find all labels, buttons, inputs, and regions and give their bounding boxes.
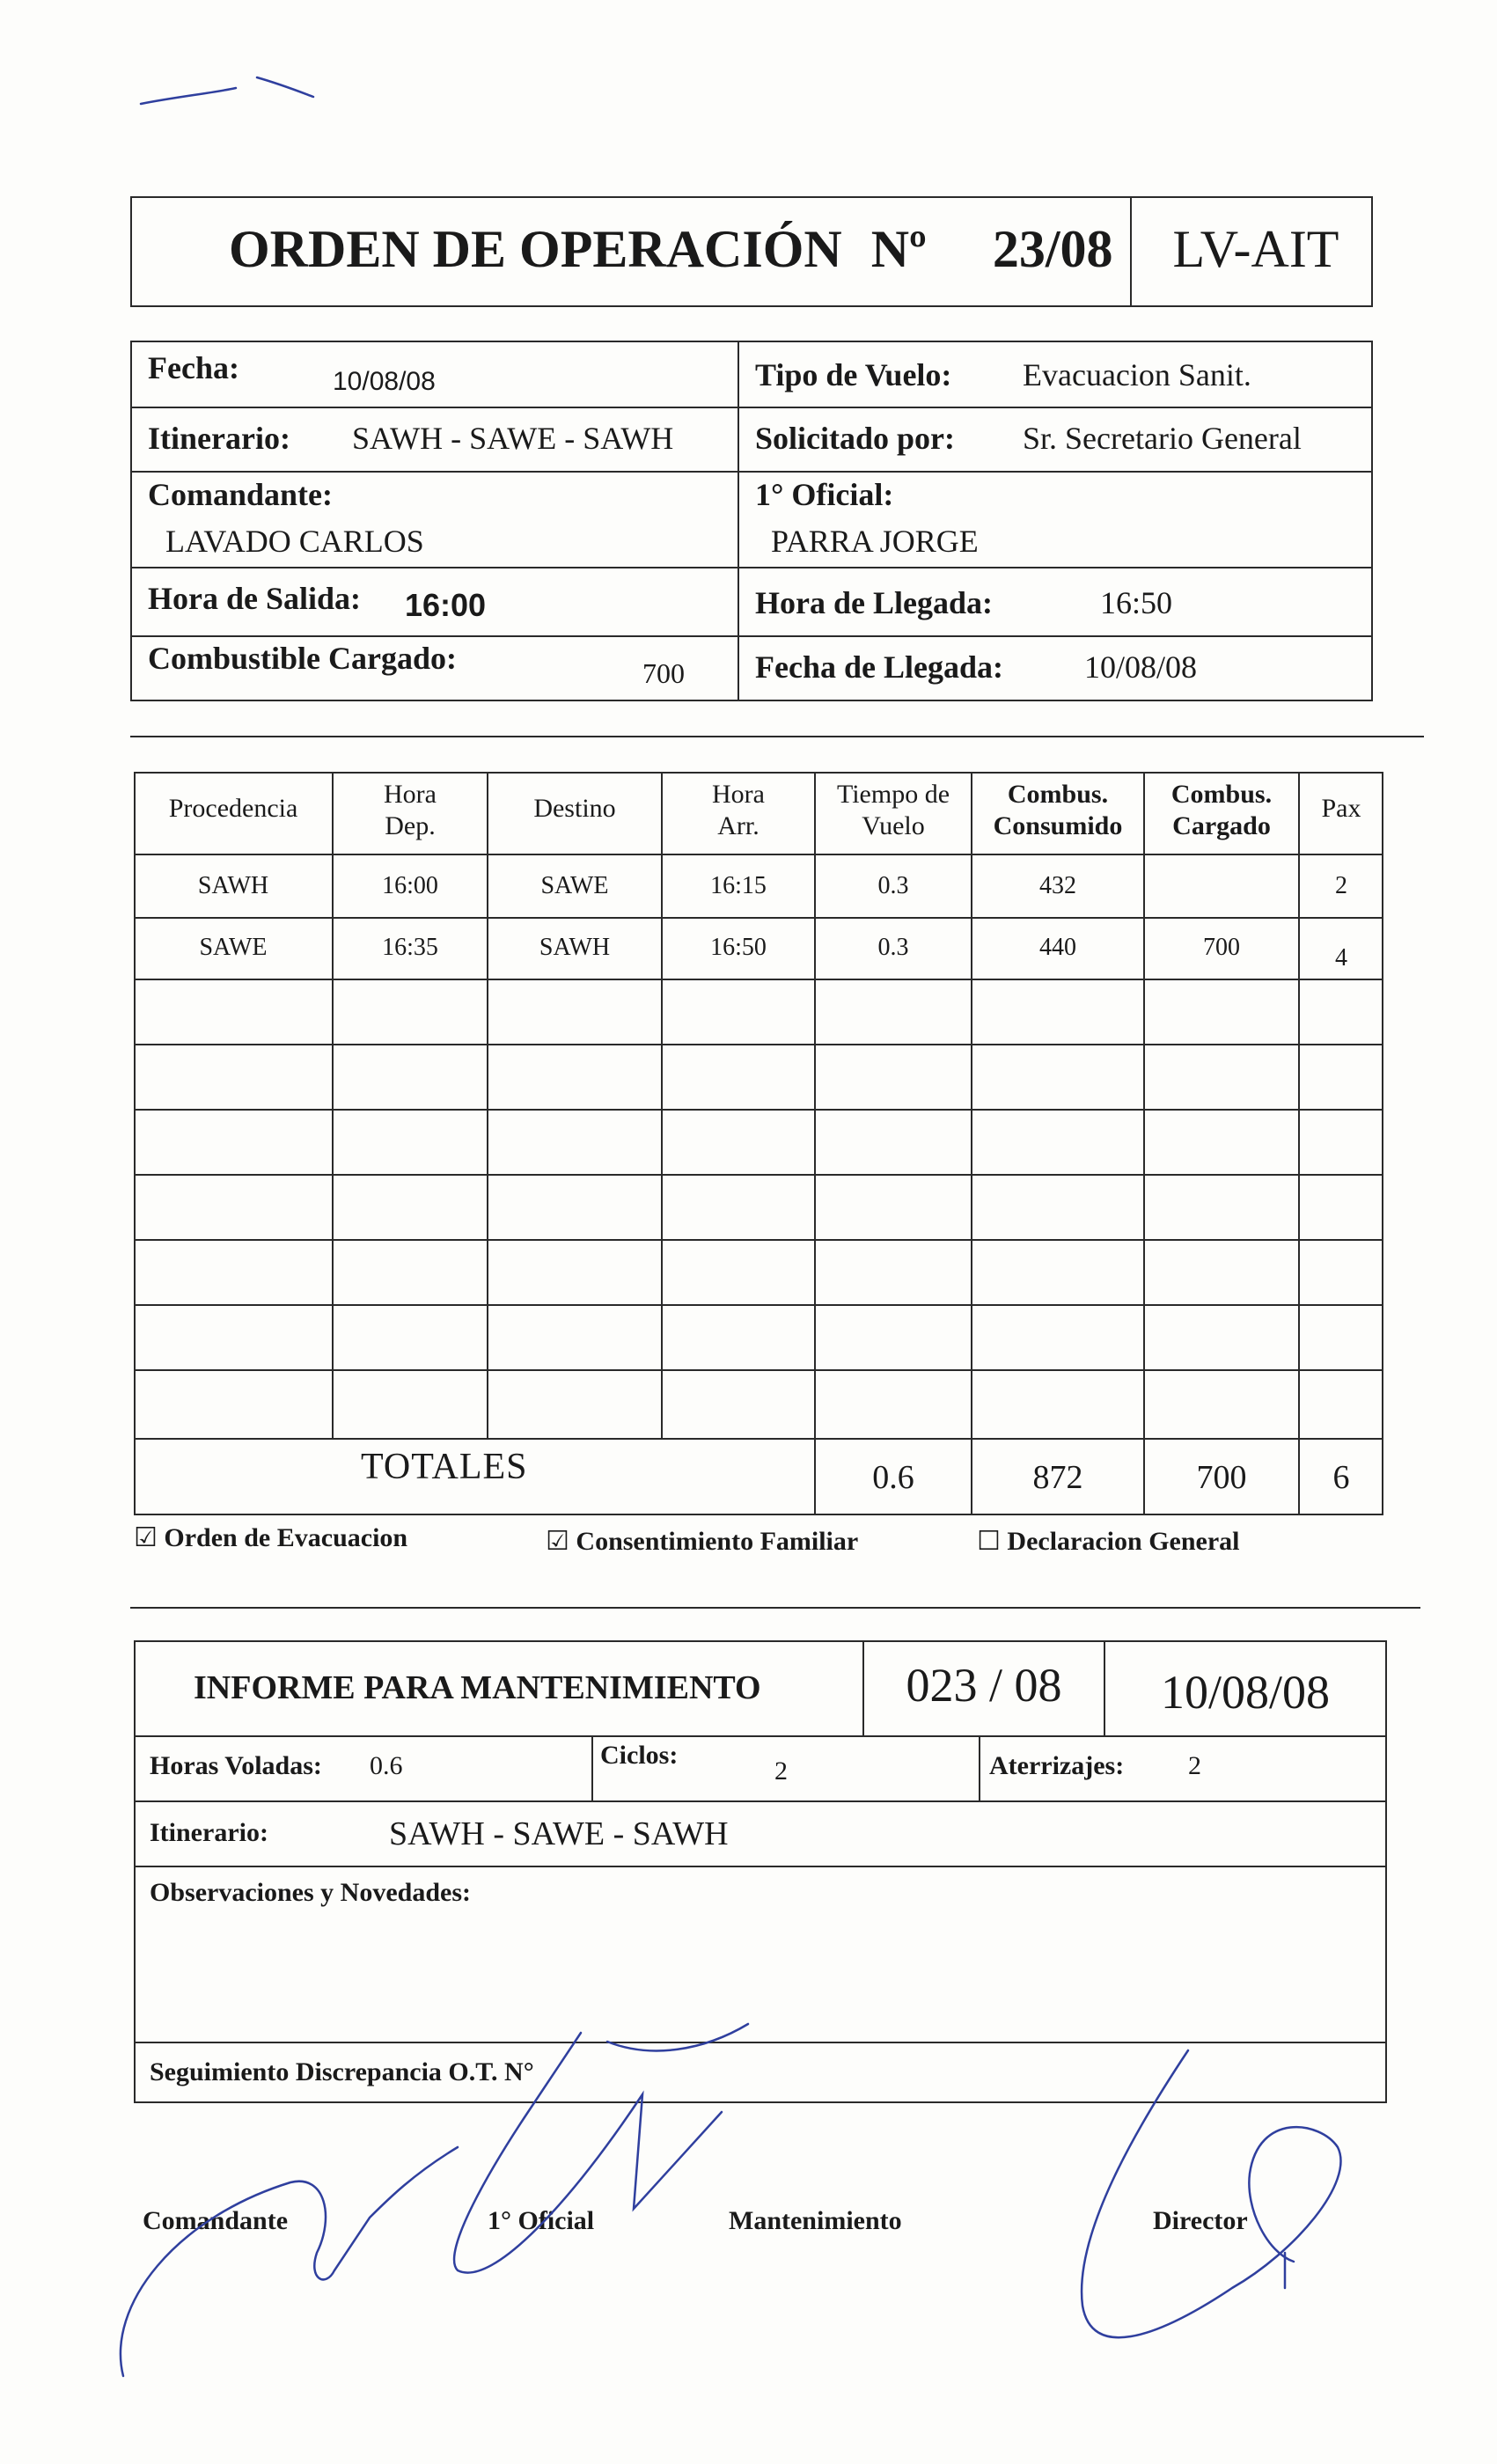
table-cell: 16:50 bbox=[710, 934, 767, 961]
horas-voladas-value: 0.6 bbox=[370, 1751, 403, 1780]
fecha-llegada-label: Fecha de Llegada: bbox=[755, 649, 1003, 685]
solicitado-label: Solicitado por: bbox=[755, 421, 956, 456]
observaciones-field[interactable] bbox=[136, 1915, 1385, 2038]
flight-info-box bbox=[130, 341, 1373, 701]
info-row-divider bbox=[132, 635, 1371, 637]
table-cell: SAWE bbox=[199, 934, 268, 961]
itinerario-label: Itinerario: bbox=[148, 421, 290, 456]
maintenance-date: 10/08/08 bbox=[1160, 1666, 1330, 1719]
horas-voladas-label: Horas Voladas: bbox=[150, 1751, 322, 1780]
info-row-divider bbox=[132, 567, 1371, 568]
header-destino bbox=[488, 793, 662, 825]
header-text: Combus. bbox=[1170, 780, 1273, 809]
cell-divider bbox=[591, 1735, 593, 1800]
header-hora-arr bbox=[662, 779, 815, 842]
table-cell: 16:35 bbox=[382, 934, 438, 961]
table-cell: 432 bbox=[1039, 872, 1076, 899]
ciclos-label: Ciclos: bbox=[600, 1741, 679, 1770]
table-cell: 0.3 bbox=[877, 934, 909, 961]
fecha-value: 10/08/08 bbox=[333, 367, 436, 396]
header-text: Procedencia bbox=[168, 794, 298, 823]
header-text: Combus. bbox=[1007, 780, 1109, 809]
order-header bbox=[130, 196, 1373, 307]
cell-divider bbox=[979, 1735, 980, 1800]
checkbox-checked-icon: ☑ bbox=[546, 1526, 569, 1557]
header-text: Destino bbox=[533, 794, 616, 823]
signature-label-mantenimiento: Mantenimiento bbox=[729, 2206, 902, 2235]
header-combus-consumido bbox=[972, 779, 1144, 842]
checkbox-checked-icon: ☑ bbox=[134, 1522, 158, 1553]
table-cell: SAWH bbox=[197, 872, 269, 899]
tipo-vuelo-value: Evacuacion Sanit. bbox=[1023, 357, 1251, 392]
header-text: Consumido bbox=[993, 811, 1123, 840]
ciclos-value: 2 bbox=[774, 1756, 788, 1786]
checkbox-label: Orden de Evacuacion bbox=[164, 1523, 408, 1552]
header-hora-dep bbox=[333, 779, 488, 842]
comandante-value: LAVADO CARLOS bbox=[165, 524, 424, 559]
hora-salida-label: Hora de Salida: bbox=[148, 581, 362, 616]
oficial-label: 1° Oficial: bbox=[755, 477, 894, 512]
header-divider bbox=[1130, 198, 1132, 305]
hora-salida-value: 16:00 bbox=[405, 587, 487, 623]
observaciones-label: Observaciones y Novedades: bbox=[150, 1878, 471, 1907]
maintenance-title: INFORME PARA MANTENIMIENTO bbox=[194, 1669, 761, 1706]
header-text: Vuelo bbox=[862, 811, 925, 840]
checkbox-consentimiento-familiar[interactable] bbox=[546, 1526, 858, 1557]
header-text: Dep. bbox=[385, 811, 436, 840]
row-divider bbox=[136, 1800, 1385, 1802]
pen-mark-top bbox=[141, 88, 236, 104]
section-separator bbox=[130, 736, 1424, 737]
total-pax: 6 bbox=[1332, 1459, 1350, 1496]
info-row-divider bbox=[132, 471, 1371, 473]
hora-llegada-value: 16:50 bbox=[1100, 585, 1173, 620]
header-text: Cargado bbox=[1172, 811, 1271, 840]
checkbox-declaracion-general[interactable] bbox=[977, 1526, 1240, 1557]
header-text: Arr. bbox=[717, 811, 760, 840]
header-text: Pax bbox=[1321, 794, 1361, 823]
order-number: 23/08 bbox=[992, 220, 1113, 278]
comandante-signature bbox=[121, 2147, 458, 2376]
solicitado-value: Sr. Secretario General bbox=[1023, 421, 1302, 456]
aterrizajes-value: 2 bbox=[1188, 1751, 1201, 1780]
header-text: Hora bbox=[712, 780, 765, 809]
table-cell: 4 bbox=[1335, 944, 1347, 972]
total-cargado: 700 bbox=[1196, 1459, 1247, 1496]
totals-label: TOTALES bbox=[361, 1447, 528, 1487]
header-text: Hora bbox=[384, 780, 437, 809]
row-divider bbox=[136, 2042, 1385, 2043]
order-title bbox=[229, 219, 1113, 280]
tipo-vuelo-label: Tipo de Vuelo: bbox=[755, 357, 952, 392]
signature-label-director: Director bbox=[1153, 2206, 1248, 2235]
maintenance-number: 023 / 08 bbox=[906, 1659, 1062, 1712]
table-cell: 16:15 bbox=[710, 872, 767, 899]
order-number-label: Nº bbox=[870, 220, 927, 278]
header-procedencia bbox=[134, 793, 333, 825]
row-divider bbox=[136, 1735, 1385, 1737]
checkbox-label: Declaracion General bbox=[1007, 1527, 1240, 1556]
table-cell: 0.3 bbox=[877, 872, 909, 899]
header-pax bbox=[1299, 793, 1383, 825]
maintenance-report bbox=[134, 1640, 1387, 2103]
signature-label-comandante: Comandante bbox=[143, 2206, 289, 2235]
comandante-label: Comandante: bbox=[148, 477, 334, 512]
mant-itinerario-label: Itinerario: bbox=[150, 1818, 268, 1847]
table-cell: 700 bbox=[1203, 934, 1240, 961]
header-combus-cargado bbox=[1144, 779, 1299, 842]
mant-itinerario-value: SAWH - SAWE - SAWH bbox=[389, 1815, 729, 1852]
oficial-value: PARRA JORGE bbox=[771, 524, 979, 559]
total-tiempo: 0.6 bbox=[872, 1459, 914, 1496]
table-cell: SAWE bbox=[540, 872, 609, 899]
checkbox-label: Consentimiento Familiar bbox=[576, 1527, 859, 1556]
combustible-label: Combustible Cargado: bbox=[148, 641, 458, 676]
table-cell: 16:00 bbox=[382, 872, 438, 899]
header-tiempo-vuelo bbox=[815, 779, 972, 842]
aircraft-registration: LV-AIT bbox=[1172, 220, 1339, 278]
signature-label-oficial: 1° Oficial bbox=[488, 2206, 595, 2235]
hora-llegada-label: Hora de Llegada: bbox=[755, 585, 993, 620]
order-title-text: ORDEN DE OPERACIÓN bbox=[229, 220, 842, 278]
table-cell: 2 bbox=[1335, 872, 1347, 899]
pen-mark-top bbox=[257, 77, 313, 97]
info-row-divider bbox=[132, 407, 1371, 408]
table-cell: 440 bbox=[1039, 934, 1076, 961]
total-consumido: 872 bbox=[1032, 1459, 1083, 1496]
combustible-value: 700 bbox=[642, 657, 685, 689]
legs-table bbox=[134, 772, 1383, 1515]
checkbox-orden-evacuacion[interactable] bbox=[134, 1522, 407, 1553]
header-text: Tiempo de bbox=[836, 780, 950, 809]
aterrizajes-label: Aterrizajes: bbox=[989, 1751, 1125, 1780]
fecha-label: Fecha: bbox=[148, 350, 239, 385]
row-divider bbox=[136, 1866, 1385, 1867]
checkbox-unchecked-icon: ☐ bbox=[977, 1526, 1001, 1557]
fecha-llegada-value: 10/08/08 bbox=[1084, 649, 1198, 685]
itinerario-value: SAWH - SAWE - SAWH bbox=[352, 421, 674, 456]
table-cell: SAWH bbox=[539, 934, 611, 961]
seguimiento-label: Seguimiento Discrepancia O.T. N° bbox=[150, 2057, 534, 2086]
section-separator bbox=[130, 1607, 1420, 1609]
info-col-divider bbox=[737, 342, 739, 700]
